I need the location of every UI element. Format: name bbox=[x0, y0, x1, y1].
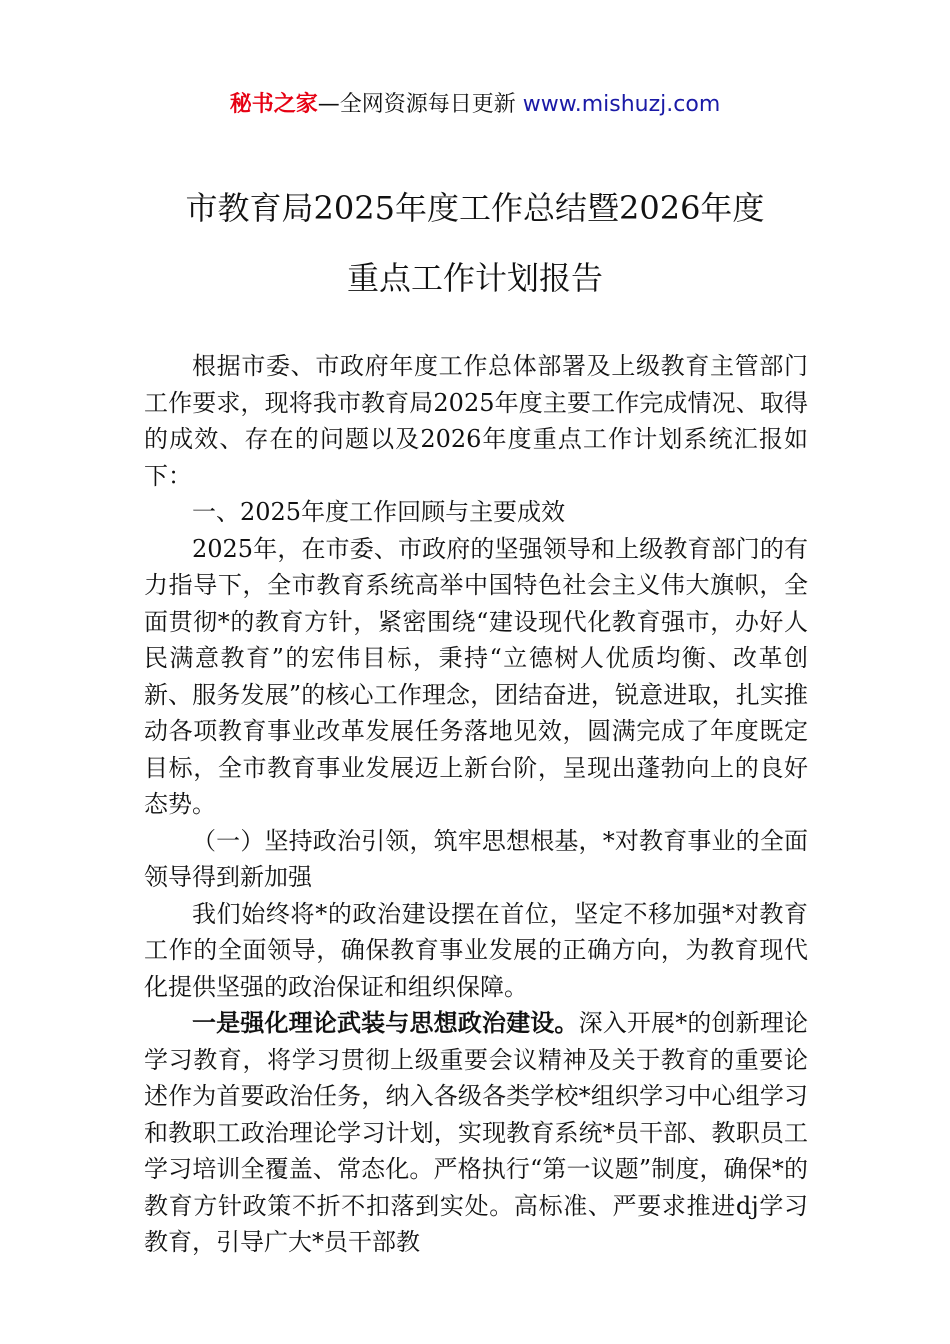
point-1-text: 深入开展*的创新理论学习教育，将学习贯彻上级重要会议精神及关于教育的重要论述作为首要政治任务，纳入各级各类学校*组织学习中心组学习和教职工政治理论学习计划，实现教育系统*员干部、教职员工学习培训全覆盖、常态化。严格执行“第一议题”制度，确保*的教育方针政策不折不扣落到实处。高标准、严要求推进dj学习教育，引导广大*员干部教 bbox=[144, 1009, 809, 1256]
section-1-heading: 一、2025年度工作回顾与主要成效 bbox=[192, 498, 566, 526]
document-title-line-2: 重点工作计划报告 bbox=[346, 259, 603, 297]
section-1-paragraph: 2025年，在市委、市政府的坚强领导和上级教育部门的有力指导下，全市教育系统高举中国特色社会主义伟大旗帜，全面贯彻*的教育方针，紧密围绕“建设现代化教育强市，办好人民满意教育”的宏伟目标，秉持“立德树人优质均衡、改革创新、服务发展”的核心工作理念，团结奋进，锐意进取，扎实推动各项教育事业改革发展任务落地见效，圆满完成了年度既定目标，全市教育事业发展迈上新台阶，呈现出蓬勃向上的良好态势。 bbox=[144, 534, 808, 818]
document-body bbox=[144, 348, 808, 1261]
intro-paragraph: 根据市委、市政府年度工作总体部署及上级教育主管部门工作要求，现将我市教育局2025年度主要工作完成情况、取得的成效、存在的问题以及2026年度重点工作计划系统汇报如下： bbox=[144, 352, 808, 490]
site-brand: 秘书之家 bbox=[229, 92, 318, 117]
subsection-1-paragraph: 我们始终将*的政治建设摆在首位，坚定不移加强*对教育工作的全面领导，确保教育事业发展的正确方向，为教育现代化提供坚强的政治保证和组织保障。 bbox=[144, 899, 808, 1001]
site-header bbox=[0, 88, 950, 122]
site-tagline: —全网资源每日更新 bbox=[317, 92, 523, 117]
subsection-1-heading: （一）坚持政治引领，筑牢思想根基，*对教育事业的全面领导得到新加强 bbox=[144, 826, 808, 891]
document-title-line-1: 市教育局2025年度工作总结暨2026年度 bbox=[185, 189, 765, 227]
point-1-lead: 一是强化理论武装与思想政治建设。 bbox=[192, 1009, 579, 1037]
site-url-link[interactable]: www.mishuzj.com bbox=[522, 92, 721, 117]
point-1-paragraph bbox=[144, 1005, 808, 1261]
